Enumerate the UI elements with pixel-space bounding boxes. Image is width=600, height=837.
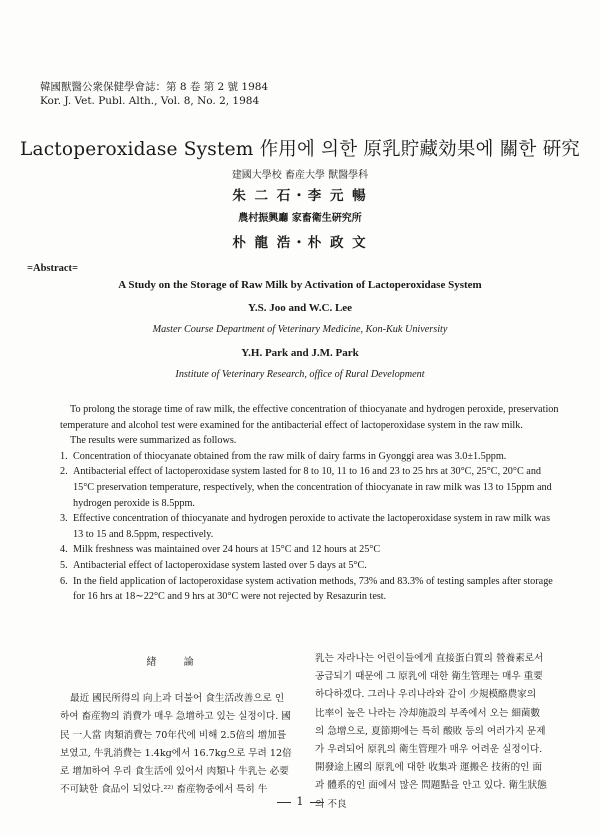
- result-item: [60, 574, 560, 605]
- paper-title-en: A Study on the Storage of Raw Milk by Activation of Lactoperoxidase System: [118, 279, 482, 291]
- result-item: [60, 558, 560, 574]
- result-text: Concentration of thiocyanate obtained from the raw milk of dairy farms in Gyonggi area was 3.0±1.5ppm.: [73, 450, 507, 462]
- result-number: 1.: [60, 450, 68, 462]
- authors-2-en: Y.H. Park and J.M. Park: [241, 347, 359, 359]
- results-list: [60, 449, 560, 605]
- dash-right: [310, 802, 324, 803]
- authors-1-ko: 朱 二 石・李 元 暢: [232, 188, 368, 204]
- result-number: 6.: [60, 575, 68, 587]
- result-item: [60, 449, 560, 465]
- journal-citation-ko: 韓國獸醫公衆保健學會誌：第 8 卷 第 2 號 1984: [40, 81, 269, 93]
- result-text: Milk freshness was maintained over 24 hours at 15°C and 12 hours at 25°C: [73, 544, 381, 556]
- result-number: 5.: [60, 559, 68, 571]
- journal-header: [40, 80, 268, 108]
- abstract-body: [60, 402, 560, 605]
- result-text: Antibacterial effect of lactoperoxidase system lasted for 8 to 10, 11 to 16 and 23 to 25 hrs at 30°C, 25°C, 20°C and 15°C preservation temperature, respectively, when the concentration of thiocyanate in raw milk was 13 to 15ppm and hydrogen peroxide is 8.5ppm.: [73, 466, 552, 509]
- result-text: Effective concentration of thiocyanate and hydrogen peroxide to activate the lactoperoxidase system in raw milk was 13 to 15 and 8.5ppm, respectively.: [73, 513, 551, 540]
- journal-citation-en: Kor. J. Vet. Publ. Alth., Vol. 8, No. 2, 1984: [40, 95, 260, 107]
- introduction-text-right: 乳는 자라나는 어린이들에게 直接蛋白質의 營養素로서 공급되기 때문에 그 原乳에 대한 衛生管理는 매우 重要하다하겠다. 그러나 우리나라와 같이 少規模酪農家의 比率이 높은 나라는 冷却施設의 부족에서 오는 細菌數의 急增으로, 夏節期에는 특히 酸敗 등의 여러가지 문제가 우려되어 原乳의 衛生管理가 매우 어려운 실정이다. 開發途上國의 原乳에 대한 收集과 運搬은 技術的인 面과 體系的인 面에서 많은 問題點을 안고 있다. 衛生狀態의 不良: [315, 653, 547, 810]
- results-intro: The results were summarized as follows.: [70, 435, 237, 447]
- authors-2-ko: 朴 龍 浩・朴 政 文: [232, 235, 368, 251]
- page-number: 1: [296, 795, 304, 808]
- affiliation-2-ko: 農村振興廳 家畜衛生硏究所: [238, 213, 362, 224]
- dash-left: [277, 802, 291, 803]
- affiliation-2-en: Institute of Veterinary Research, office of Rural Development: [175, 369, 425, 380]
- result-number: 4.: [60, 544, 68, 556]
- paper-title-ko: Lactoperoxidase System 作用에 의한 原乳貯藏効果에 關한 硏究: [20, 139, 580, 160]
- section-heading-introduction: 緖 論: [146, 657, 206, 668]
- affiliation-1-ko: 建國大學校 畜産大學 獸醫學科: [231, 170, 369, 181]
- authors-1-en: Y.S. Joo and W.C. Lee: [247, 302, 353, 314]
- result-text: In the field application of lactoperoxidase system activation methods, 73% and 83.3% of testing samples after storage for 16 hrs at 18∼22°C and 9 hrs at 30°C were not rejected by Resazurin test.: [73, 575, 553, 603]
- abstract-intro: To prolong the storage time of raw milk, the effective concentration of thiocyanate and hydrogen peroxide, preservation temperature and alcohol test were examined for the antibacterial effect of lactoperoxidase system in the raw milk.: [60, 404, 559, 431]
- introduction-text-left: 最近 國民所得의 向上과 더불어 食生活改善으로 인하여 畜産物의 消費가 매우 急增하고 있는 실정이다. 國民 一人當 肉類消費는 70年代에 비해 2.5倍의 增加를 보였고, 牛乳消費는 1.4kg에서 16.7kg으로 무려 12倍로 增加하여 우리 食生活에 있어서 肉類나 牛乳는 必要不可缺한 食品이 되었다.²²⁾ 畜産物중에서 특히 牛: [60, 693, 292, 796]
- result-number: 3.: [60, 513, 68, 525]
- result-number: 2.: [60, 466, 68, 478]
- left-column: [60, 650, 292, 799]
- result-item: [60, 464, 560, 511]
- result-item: [60, 511, 560, 542]
- page-footer: [0, 795, 600, 808]
- abstract-label: =Abstract=: [27, 263, 79, 274]
- result-item: [60, 542, 560, 558]
- result-text: Antibacterial effect of lactoperoxidase system lasted over 5 days at 5°C.: [73, 559, 367, 571]
- affiliation-1-en: Master Course Department of Veterinary Medicine, Kon-Kuk University: [152, 324, 448, 335]
- right-column: [315, 650, 547, 814]
